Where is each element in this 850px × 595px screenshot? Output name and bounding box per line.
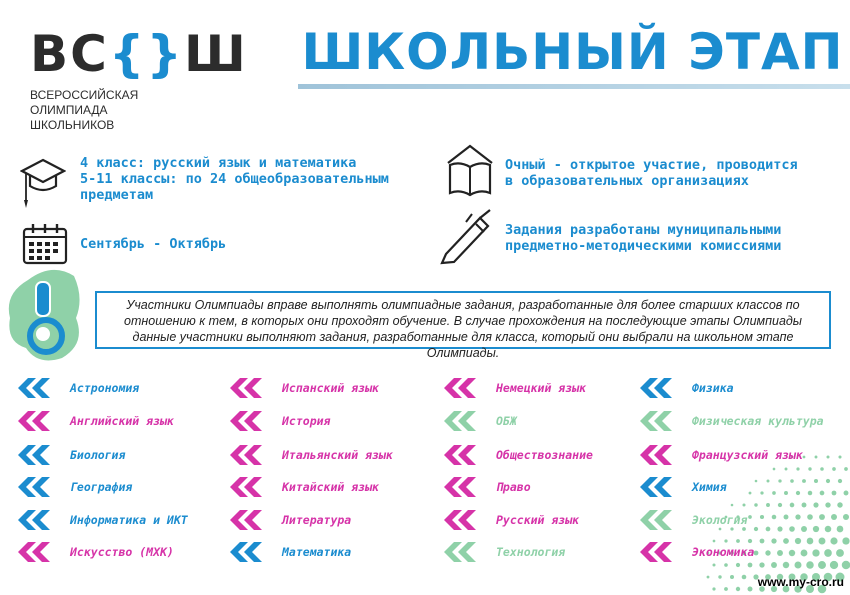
subject-label: История — [282, 414, 331, 428]
subject-item — [638, 476, 727, 498]
subject-item — [638, 410, 824, 432]
subject-item — [228, 377, 379, 399]
subject-label: Физическая культура — [692, 414, 824, 428]
double-chevron-icon — [638, 410, 682, 432]
subject-label: География — [70, 480, 133, 494]
double-chevron-icon — [638, 541, 682, 563]
double-chevron-icon — [442, 476, 486, 498]
vsosh-logo — [30, 25, 270, 83]
subject-label: Китайский язык — [282, 480, 379, 494]
pen-icon — [436, 208, 496, 266]
subject-item — [228, 444, 393, 466]
format-info — [505, 157, 845, 189]
classes-line: 4 класс: русский язык и математика — [80, 155, 357, 171]
subject-item — [16, 541, 174, 563]
subject-label: Астрономия — [70, 381, 140, 395]
double-chevron-icon — [638, 444, 682, 466]
school-book-icon — [444, 143, 496, 199]
subject-item — [228, 410, 330, 432]
subject-label: Обществознание — [496, 448, 593, 462]
graduation-cap-icon — [20, 156, 66, 212]
double-chevron-icon — [16, 410, 60, 432]
double-chevron-icon — [228, 541, 272, 563]
logo-caption-line: ШКОЛЬНИКОВ — [30, 118, 115, 132]
double-chevron-icon — [228, 444, 272, 466]
format-line: Очный - открытое участие, проводится — [505, 157, 798, 173]
subject-label: Немецкий язык — [496, 381, 587, 395]
double-chevron-icon — [442, 541, 486, 563]
subject-label: ОБЖ — [496, 414, 517, 428]
subject-item — [638, 509, 747, 531]
double-chevron-icon — [442, 377, 486, 399]
logo-caption — [30, 88, 210, 133]
double-chevron-icon — [16, 541, 60, 563]
classes-info — [80, 155, 430, 203]
tasks-line: предметно-методическими комиссиями — [505, 238, 782, 254]
subject-item — [228, 509, 351, 531]
tasks-info — [505, 222, 845, 254]
subject-item — [16, 444, 125, 466]
subject-item — [638, 541, 754, 563]
subject-label: Итальянский язык — [282, 448, 393, 462]
double-chevron-icon — [228, 476, 272, 498]
watermark: www.my-cro.ru — [757, 575, 844, 589]
dates-info: Сентябрь - Октябрь — [80, 236, 227, 252]
subject-item — [442, 541, 565, 563]
subject-item — [442, 410, 517, 432]
subject-item — [638, 444, 803, 466]
tasks-line: Задания разработаны муниципальными — [505, 222, 782, 238]
title-underline — [298, 84, 850, 89]
subject-label: Русский язык — [496, 513, 580, 527]
subject-item — [16, 410, 174, 432]
subject-label: Химия — [692, 480, 727, 494]
subject-item — [16, 377, 139, 399]
logo-caption-line: ВСЕРОССИЙСКАЯ — [30, 88, 139, 102]
double-chevron-icon — [16, 377, 60, 399]
double-chevron-icon — [442, 410, 486, 432]
subject-item — [16, 476, 132, 498]
subject-label: Экология — [692, 513, 748, 527]
subject-item — [228, 541, 351, 563]
double-chevron-icon — [16, 509, 60, 531]
logo-brace-open: { — [108, 25, 147, 83]
logo-word-start: ВС — [30, 25, 109, 83]
logo-caption-line: ОЛИМПИАДА — [30, 103, 108, 117]
subject-item — [16, 509, 188, 531]
classes-line: предметам — [80, 187, 154, 203]
subject-item — [442, 476, 531, 498]
calendar-icon — [22, 223, 68, 265]
exclamation-icon — [4, 268, 86, 364]
double-chevron-icon — [638, 377, 682, 399]
format-line: в образовательных организациях — [505, 173, 749, 189]
double-chevron-icon — [228, 410, 272, 432]
subject-label: Физика — [692, 381, 734, 395]
subject-label: Право — [496, 480, 531, 494]
subject-label: Технология — [496, 545, 566, 559]
subject-item — [442, 444, 593, 466]
page-title: ШКОЛЬНЫЙ ЭТАП — [301, 23, 844, 81]
subject-item — [228, 476, 379, 498]
subject-label: Французский язык — [692, 448, 803, 462]
double-chevron-icon — [228, 377, 272, 399]
double-chevron-icon — [638, 509, 682, 531]
subject-label: Литература — [282, 513, 352, 527]
double-chevron-icon — [16, 476, 60, 498]
double-chevron-icon — [638, 476, 682, 498]
subject-label: Английский язык — [70, 414, 174, 428]
double-chevron-icon — [228, 509, 272, 531]
double-chevron-icon — [442, 444, 486, 466]
participation-notice: Участники Олимпиады вправе выполнять олимпиадные задания, разработанные для более старших классов по отношению к тем, в которых они проходят обучение. В случае прохождения на последующие этапы Олимпиады данные участники выполняют задания, разработанные для класса, который они выбрали на школьном этапе Олимпиады. — [95, 291, 831, 349]
double-chevron-icon — [442, 509, 486, 531]
subject-label: Информатика и ИКТ — [70, 513, 188, 527]
subject-label: Экономика — [692, 545, 755, 559]
subject-item — [442, 509, 579, 531]
subject-label: Испанский язык — [282, 381, 379, 395]
classes-line: 5-11 классы: по 24 общеобразовательным — [80, 171, 389, 187]
subject-item — [442, 377, 586, 399]
subject-label: Математика — [282, 545, 352, 559]
logo-word-end: Ш — [184, 25, 248, 83]
logo-brace-close: } — [146, 25, 185, 83]
subject-item — [638, 377, 734, 399]
double-chevron-icon — [16, 444, 60, 466]
subject-label: Искусство (МХК) — [70, 545, 174, 559]
subject-label: Биология — [70, 448, 126, 462]
